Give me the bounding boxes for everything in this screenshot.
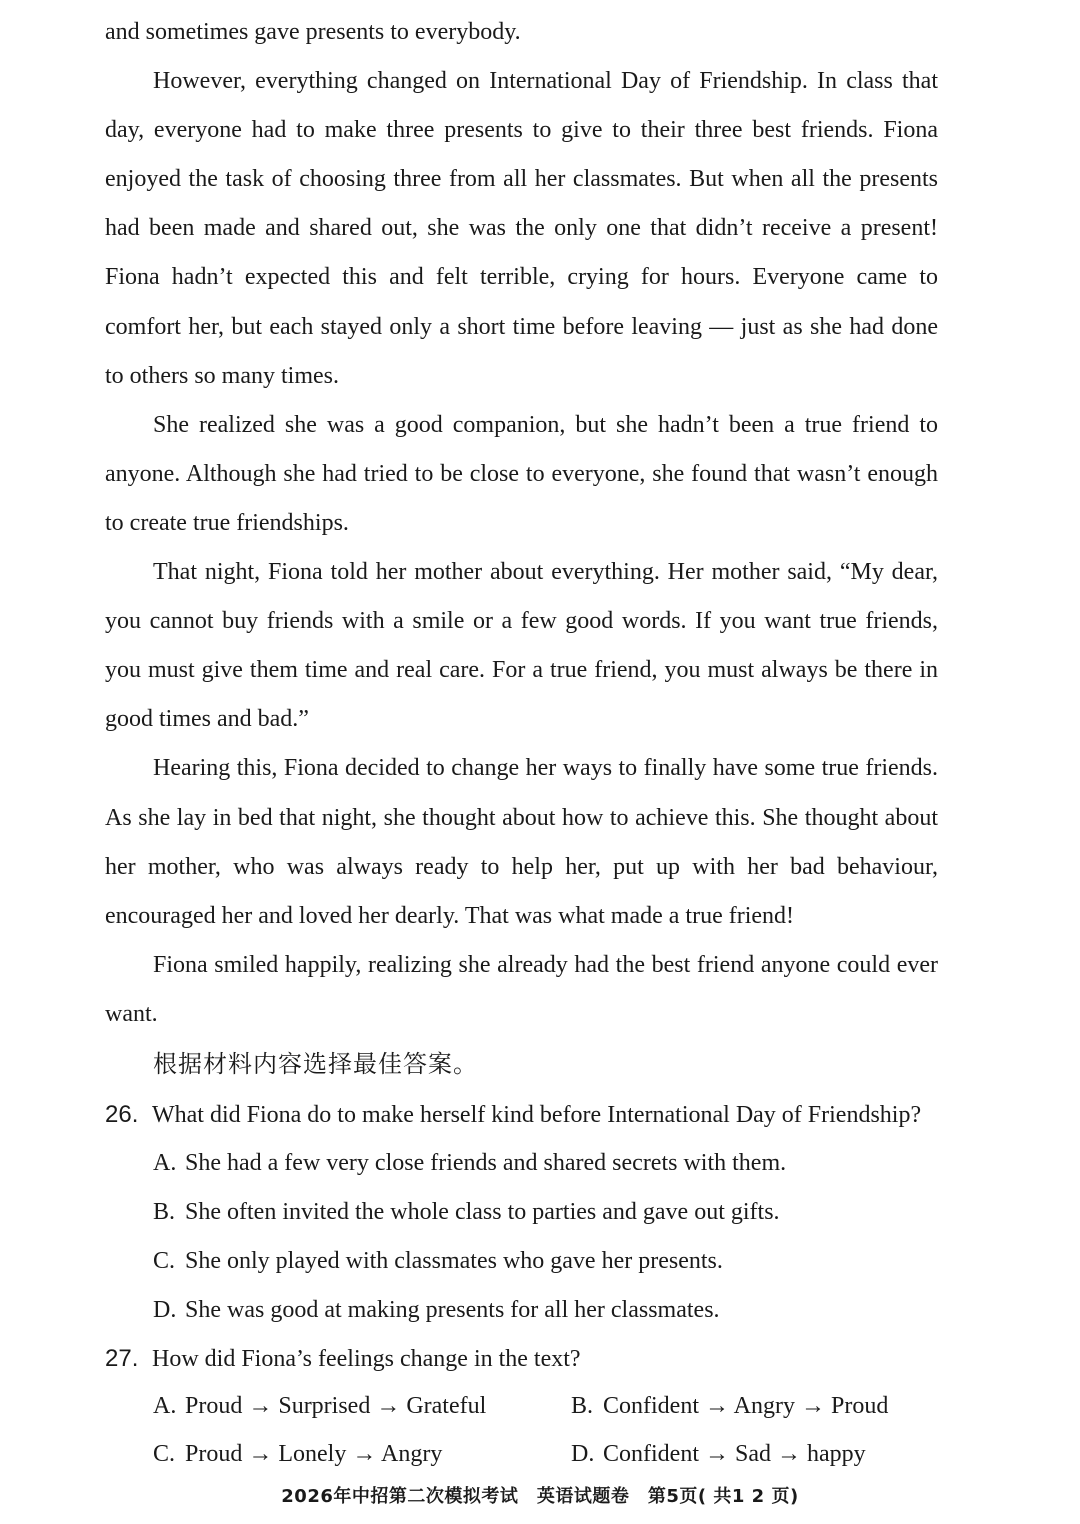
- passage-paragraph: However, everything changed on International Day of Friendship. In class that day, everyone had to make three presents to give to their three best friends. Fiona enjoyed the task of choosing three from all her classmates. But when all the presents had been made and shared out, she was the only one that didn’t receive a present! Fiona hadn’t expected this and felt terrible, crying for hours. Everyone came to comfort her, but each stayed only a short time before leaving — just as she had done to others so many times.: [105, 68, 938, 389]
- option-27-d: [571, 1430, 866, 1479]
- question-number: 27.: [105, 1345, 139, 1372]
- option-letter: B.: [153, 1199, 176, 1225]
- option-letter: A.: [153, 1393, 177, 1419]
- option-text: Confident → Angry → Proud: [603, 1393, 889, 1419]
- passage-paragraph: Fiona smiled happily, realizing she already had the best friend anyone could ever want.: [105, 951, 938, 1027]
- option-text: She often invited the whole class to parties and gave out gifts.: [185, 1199, 780, 1225]
- option-text: Proud → Surprised → Grateful: [185, 1393, 487, 1419]
- option-letter: C.: [153, 1248, 176, 1274]
- page-footer: 2026年中招第二次模拟考试 英语试题卷 第5页( 共1 2 页): [281, 1486, 799, 1507]
- option-text: She had a few very close friends and shared secrets with them.: [185, 1150, 787, 1176]
- passage-paragraph: That night, Fiona told her mother about everything. Her mother said, “My dear, you cannot buy friends with a smile or a few good words. If you want true friends, you must give them time and real care. For a true friend, you must always be there in good times and bad.”: [105, 559, 938, 733]
- question-26: [105, 1090, 945, 1140]
- option-27-b: [571, 1382, 888, 1431]
- passage-paragraph: She realized she was a good companion, but she hadn’t been a true friend to anyone. Although she had tried to be close to everyone, she found that wasn’t enough to create true friendships.: [105, 411, 938, 536]
- option-text: Confident → Sad → happy: [603, 1441, 866, 1467]
- question-text: How did Fiona’s feelings change in the text?: [152, 1346, 581, 1372]
- option-letter: C.: [153, 1441, 176, 1467]
- question-27: [105, 1334, 945, 1384]
- option-letter: B.: [571, 1393, 594, 1419]
- option-text: She was good at making presents for all her classmates.: [185, 1297, 720, 1323]
- option-letter: A.: [153, 1150, 177, 1176]
- reading-passage: [105, 8, 938, 1039]
- option-letter: D.: [153, 1297, 177, 1323]
- option-27-c: [153, 1430, 442, 1479]
- question-text: What did Fiona do to make herself kind before International Day of Friendship?: [152, 1102, 922, 1128]
- option-26-d: [153, 1286, 720, 1335]
- option-text: She only played with classmates who gave her presents.: [185, 1248, 723, 1274]
- option-26-b: [153, 1188, 780, 1237]
- option-27-a: [153, 1382, 486, 1431]
- option-26-a: [153, 1139, 786, 1188]
- passage-paragraph: and sometimes gave presents to everybody.: [105, 19, 521, 45]
- option-letter: D.: [571, 1441, 595, 1467]
- question-number: 26.: [105, 1101, 139, 1128]
- option-26-c: [153, 1237, 723, 1286]
- section-instruction: 根据材料内容选择最佳答案。: [153, 1050, 478, 1078]
- passage-paragraph: Hearing this, Fiona decided to change her ways to finally have some true friends. As she lay in bed that night, she thought about how to achieve this. She thought about her mother, who was always ready to help her, put up with her bad behaviour, encouraged her and loved her dearly. That was what made a true friend!: [105, 755, 938, 929]
- option-text: Proud → Lonely → Angry: [185, 1441, 443, 1467]
